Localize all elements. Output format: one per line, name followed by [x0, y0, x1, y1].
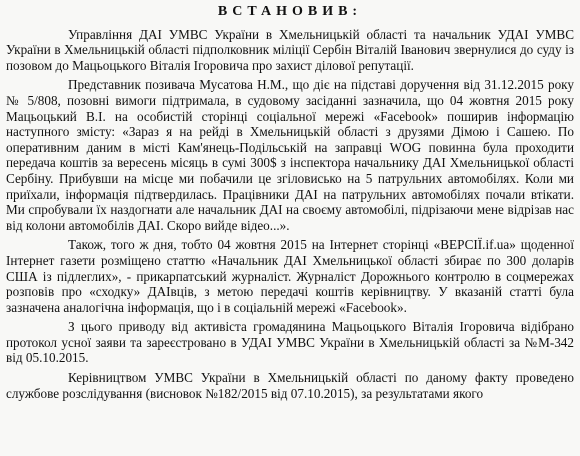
- paragraph-3: Також, того ж дня, тобто 04 жовтня 2015 на Інтернет сторінці «ВЕРСІЇ.if.ua» щоденної Інтернет газети розміщено статтю «Начальник ДАІ Хмельницької області збирає по 300 доларів США із підлеглих», - прикарпатський журналіст. Журналіст Дорожнього контролю в соцмережах розповів про «сходку» ДАІвців, з метою передачі коштів керівництву. У вказаній статті була зазначена аналогічна інформація, що і в соціальній мережі «Facebook».: [6, 237, 574, 315]
- paragraph-1: Управління ДАІ УМВС України в Хмельницькій області та начальник УДАІ УМВС України в Хмельницькій області підполковник міліції Сербін Віталій Іванович звернулися до суду із позовом до Мацьоцького Віталія Ігоровича про захист ділової репутації.: [6, 26, 574, 73]
- paragraph-4: З цього приводу від активіста громадянина Мацьоцького Віталія Ігоровича відібрано протокол усної заяви та зареєстровано в УДАІ УМВС України в Хмельницькій області за №М-342 від 05.10.2015.: [6, 319, 574, 366]
- paragraph-5: Керівництвом УМВС України в Хмельницькій області по даному факту проведено службове розслідування (висновок №182/2015 від 07.10.2015), за результатами якого: [6, 370, 574, 401]
- document-heading: ВСТАНОВИВ:: [217, 4, 363, 19]
- paragraph-2: Представник позивача Мусатова Н.М., що діє на підставі доручення від 31.12.2015 року № 5/808, позовні вимоги підтримала, в судовому засіданні зазначила, що 04 жовтня 2015 року Мацьоцький В.І. на особистій сторінці соціальної мережі «Facebook» поширив інформацію наступного змісту: «Зараз я на рейді в Хмельницькій області з друзями Дімою і Сашею. По оперативним даним в місті Кам'янець-Подільській на заправці WOG повинна була проходити передача коштів за вересень місяць в сумі 300$ з інспектора начальнику ДАІ Хмельницької області Сербіну. Прибувши на місце ми побачили це згіловисько на 5 патрульних автомобілях. Коли ми приїхали, інформація підтвердилась. Працівники ДАІ на патрульних автомобілях почали втікати. Ми спробували їх наздогнати але начальник ДАІ на своєму автомобілі, підрізаючи мене відрізав нас від колони автомобілів ДАІ. Скоро вийде відео...».: [6, 77, 574, 233]
